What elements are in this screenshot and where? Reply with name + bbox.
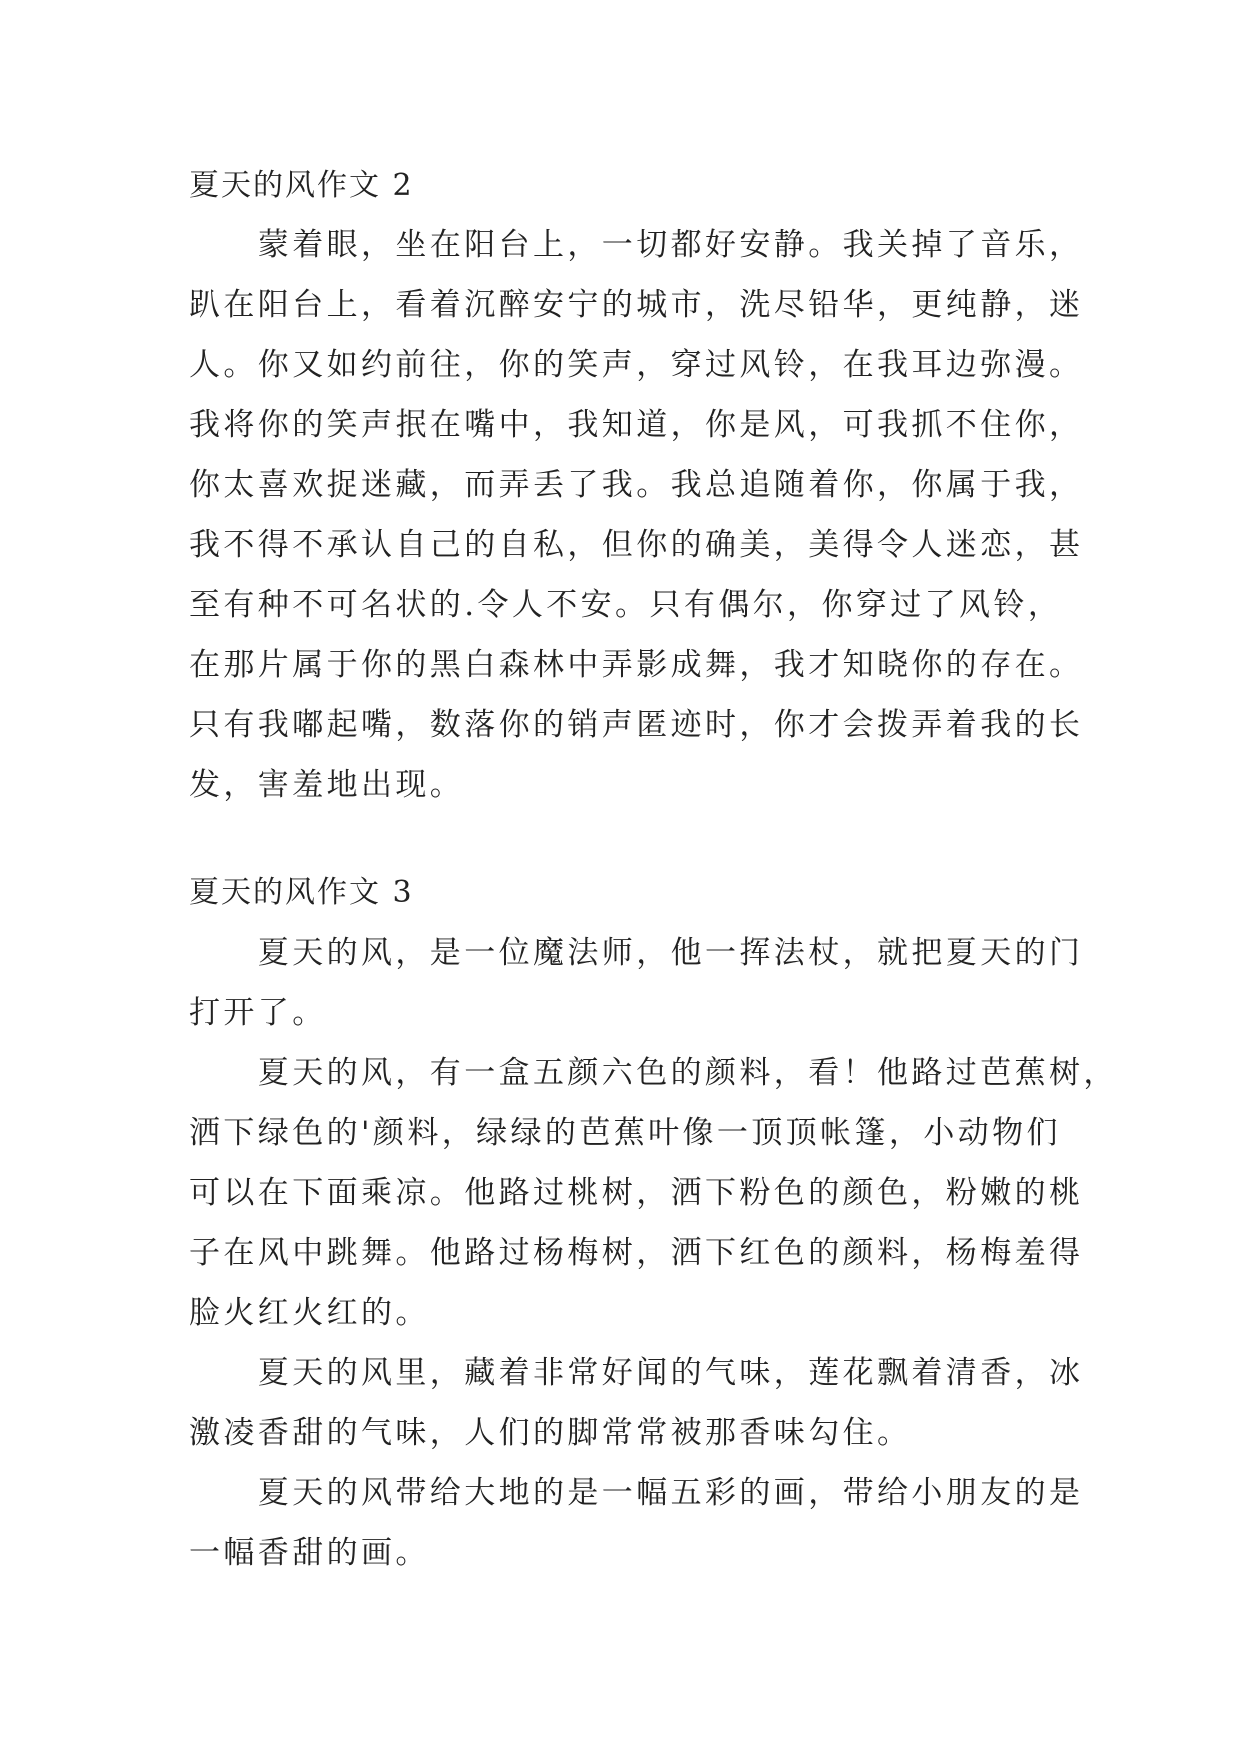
section-3-title: 夏天的风作文 3 [189, 875, 414, 910]
paragraph-line: 趴在阳台上，看着沉醉安宁的城市，洗尽铅华，更纯静，迷 [189, 287, 1084, 323]
paragraph-line: 在那片属于你的黑白森林中弄影成舞，我才知晓你的存在。 [189, 647, 1084, 683]
paragraph-line: 人。你又如约前往，你的笑声，穿过风铃，在我耳边弥漫。 [189, 347, 1084, 383]
paragraph-line: 夏天的风，有一盒五颜六色的颜料，看！他路过芭蕉树， [189, 1055, 1118, 1091]
paragraph-line: 洒下绿色的'颜料，绿绿的芭蕉叶像一顶顶帐篷，小动物们 [189, 1115, 1061, 1151]
paragraph-line: 只有我嘟起嘴，数落你的销声匿迹时，你才会拨弄着我的长 [189, 707, 1084, 743]
paragraph-line: 夏天的风带给大地的是一幅五彩的画，带给小朋友的是 [189, 1475, 1084, 1511]
paragraph-line: 脸火红火红的。 [189, 1295, 430, 1331]
paragraph-line: 打开了。 [189, 995, 327, 1031]
paragraph-line: 我不得不承认自己的自私，但你的确美，美得令人迷恋，甚 [189, 527, 1084, 563]
paragraph-line: 激凌香甜的气味，人们的脚常常被那香味勾住。 [189, 1415, 912, 1451]
paragraph-line: 夏天的风里，藏着非常好闻的气味，莲花飘着清香，冰 [189, 1355, 1084, 1391]
paragraph-line: 可以在下面乘凉。他路过桃树，洒下粉色的颜色，粉嫩的桃 [189, 1175, 1084, 1211]
section-2-title: 夏天的风作文 2 [189, 168, 414, 203]
paragraph-line: 发，害羞地出现。 [189, 767, 465, 803]
paragraph-line: 你太喜欢捉迷藏，而弄丢了我。我总追随着你，你属于我， [189, 467, 1084, 503]
paragraph-line: 子在风中跳舞。他路过杨梅树，洒下红色的颜料，杨梅羞得 [189, 1235, 1084, 1271]
paragraph-line: 一幅香甜的画。 [189, 1535, 430, 1571]
paragraph-line: 蒙着眼，坐在阳台上，一切都好安静。我关掉了音乐， [189, 227, 1084, 263]
paragraph-line: 我将你的笑声抿在嘴中，我知道，你是风，可我抓不住你， [189, 407, 1084, 443]
paragraph-line: 至有种不可名状的.令人不安。只有偶尔，你穿过了风铃， [189, 587, 1063, 623]
paragraph-line: 夏天的风，是一位魔法师，他一挥法杖，就把夏天的门 [189, 935, 1084, 971]
